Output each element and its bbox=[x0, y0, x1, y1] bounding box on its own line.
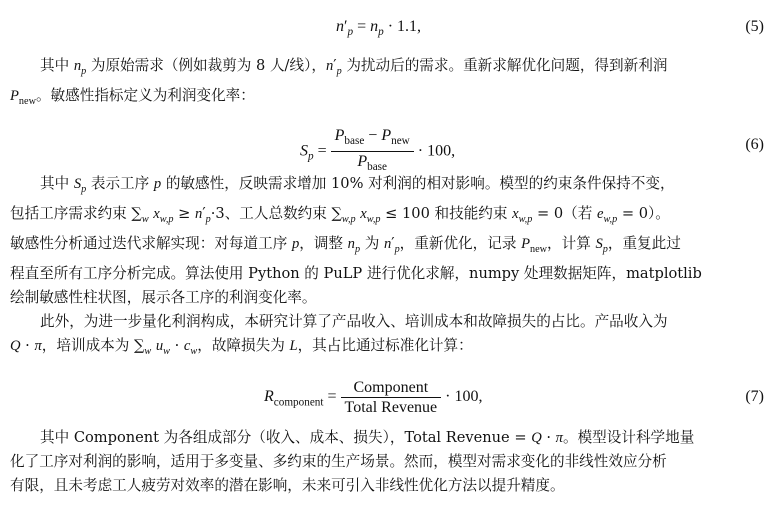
equation-6 bbox=[0, 122, 774, 172]
equation-5-body: $n'_p = n_p \cdot 1.1$, bbox=[336, 18, 422, 39]
equation-5-number: (5) bbox=[745, 18, 764, 35]
text-line: 敏感性分析通过迭代求解实现：对每道工序 p，调整 $n_p$ 为 $n'_p$，重新优化，记录 $P_{new}$，计算 $S_p$，重复此过 bbox=[10, 234, 681, 255]
text-line: 绘制敏感性柱状图，展示各工序的利润变化率。 bbox=[10, 288, 317, 306]
paragraph-3 bbox=[10, 426, 766, 498]
equation-5 bbox=[0, 16, 774, 42]
text-line: 有限，且未考虑工人疲劳对效率的潜在影响，未来可引入非线性优化方法以提升精度。 bbox=[10, 477, 565, 494]
text-line: 其中 $S_p$ 表示工序 p 的敏感性，反映需求增加 10% 对利润的相对影响。模型的约束条件保持不变， bbox=[40, 175, 675, 195]
text-line: 程直至所有工序分析完成。算法使用 Python 的 PuLP 进行优化求解，numpy 处理数据矩阵，matplotlib bbox=[10, 264, 702, 282]
equation-6-number: (6) bbox=[745, 136, 764, 153]
equation-7-number: (7) bbox=[745, 388, 764, 405]
text-line: 其中 $n_p$ 为原始需求（例如裁剪为 8 人/线），$n'_p$ 为扰动后的需求。重新求解优化问题，得到新利润 bbox=[40, 57, 668, 77]
text-line: Q · π，培训成本为 $\sum_w$ $u_w \cdot c_w$，故障损失为 L，其占比通过标准化计算： bbox=[10, 336, 473, 357]
text-line: 此外，为进一步量化利润构成，本研究计算了产品收入、培训成本和故障损失的占比。产品收入为 bbox=[40, 312, 668, 330]
text-line: 化了工序对利润的影响，适用于多变量、多约束的生产场景。然而，模型对需求变化的非线性效应分析 bbox=[10, 453, 667, 470]
paragraph-1 bbox=[10, 54, 766, 114]
text-line: 其中 Component 为各组成部分（收入、成本、损失），Total Revenue = Q · π。模型设计科学地量 bbox=[40, 429, 695, 446]
equation-7-body: $R_{component}$ = $\frac{\text{Component}}{\text{Total Revenue}}$ · 100, bbox=[264, 379, 483, 416]
paragraph-2 bbox=[10, 172, 766, 364]
equation-7 bbox=[0, 374, 774, 424]
equation-6-body: $S_p$ = $\frac{P_{base} - P_{new}}{P_{base}}$ · 100, bbox=[300, 127, 456, 174]
text-line: 包括工序需求约束 $\sum_w$ $x_{w,p} \ge n'_p\cdot 3$、工人总数约束 $\sum_{w,p}$ $x_{w,p} \le 100$ 和技能约束 $x_{w,p} = 0$（若 $e_{w,p} = 0$）。 bbox=[10, 204, 670, 225]
text-line: $P_{new}$。敏感性指标定义为利润变化率： bbox=[10, 86, 255, 107]
